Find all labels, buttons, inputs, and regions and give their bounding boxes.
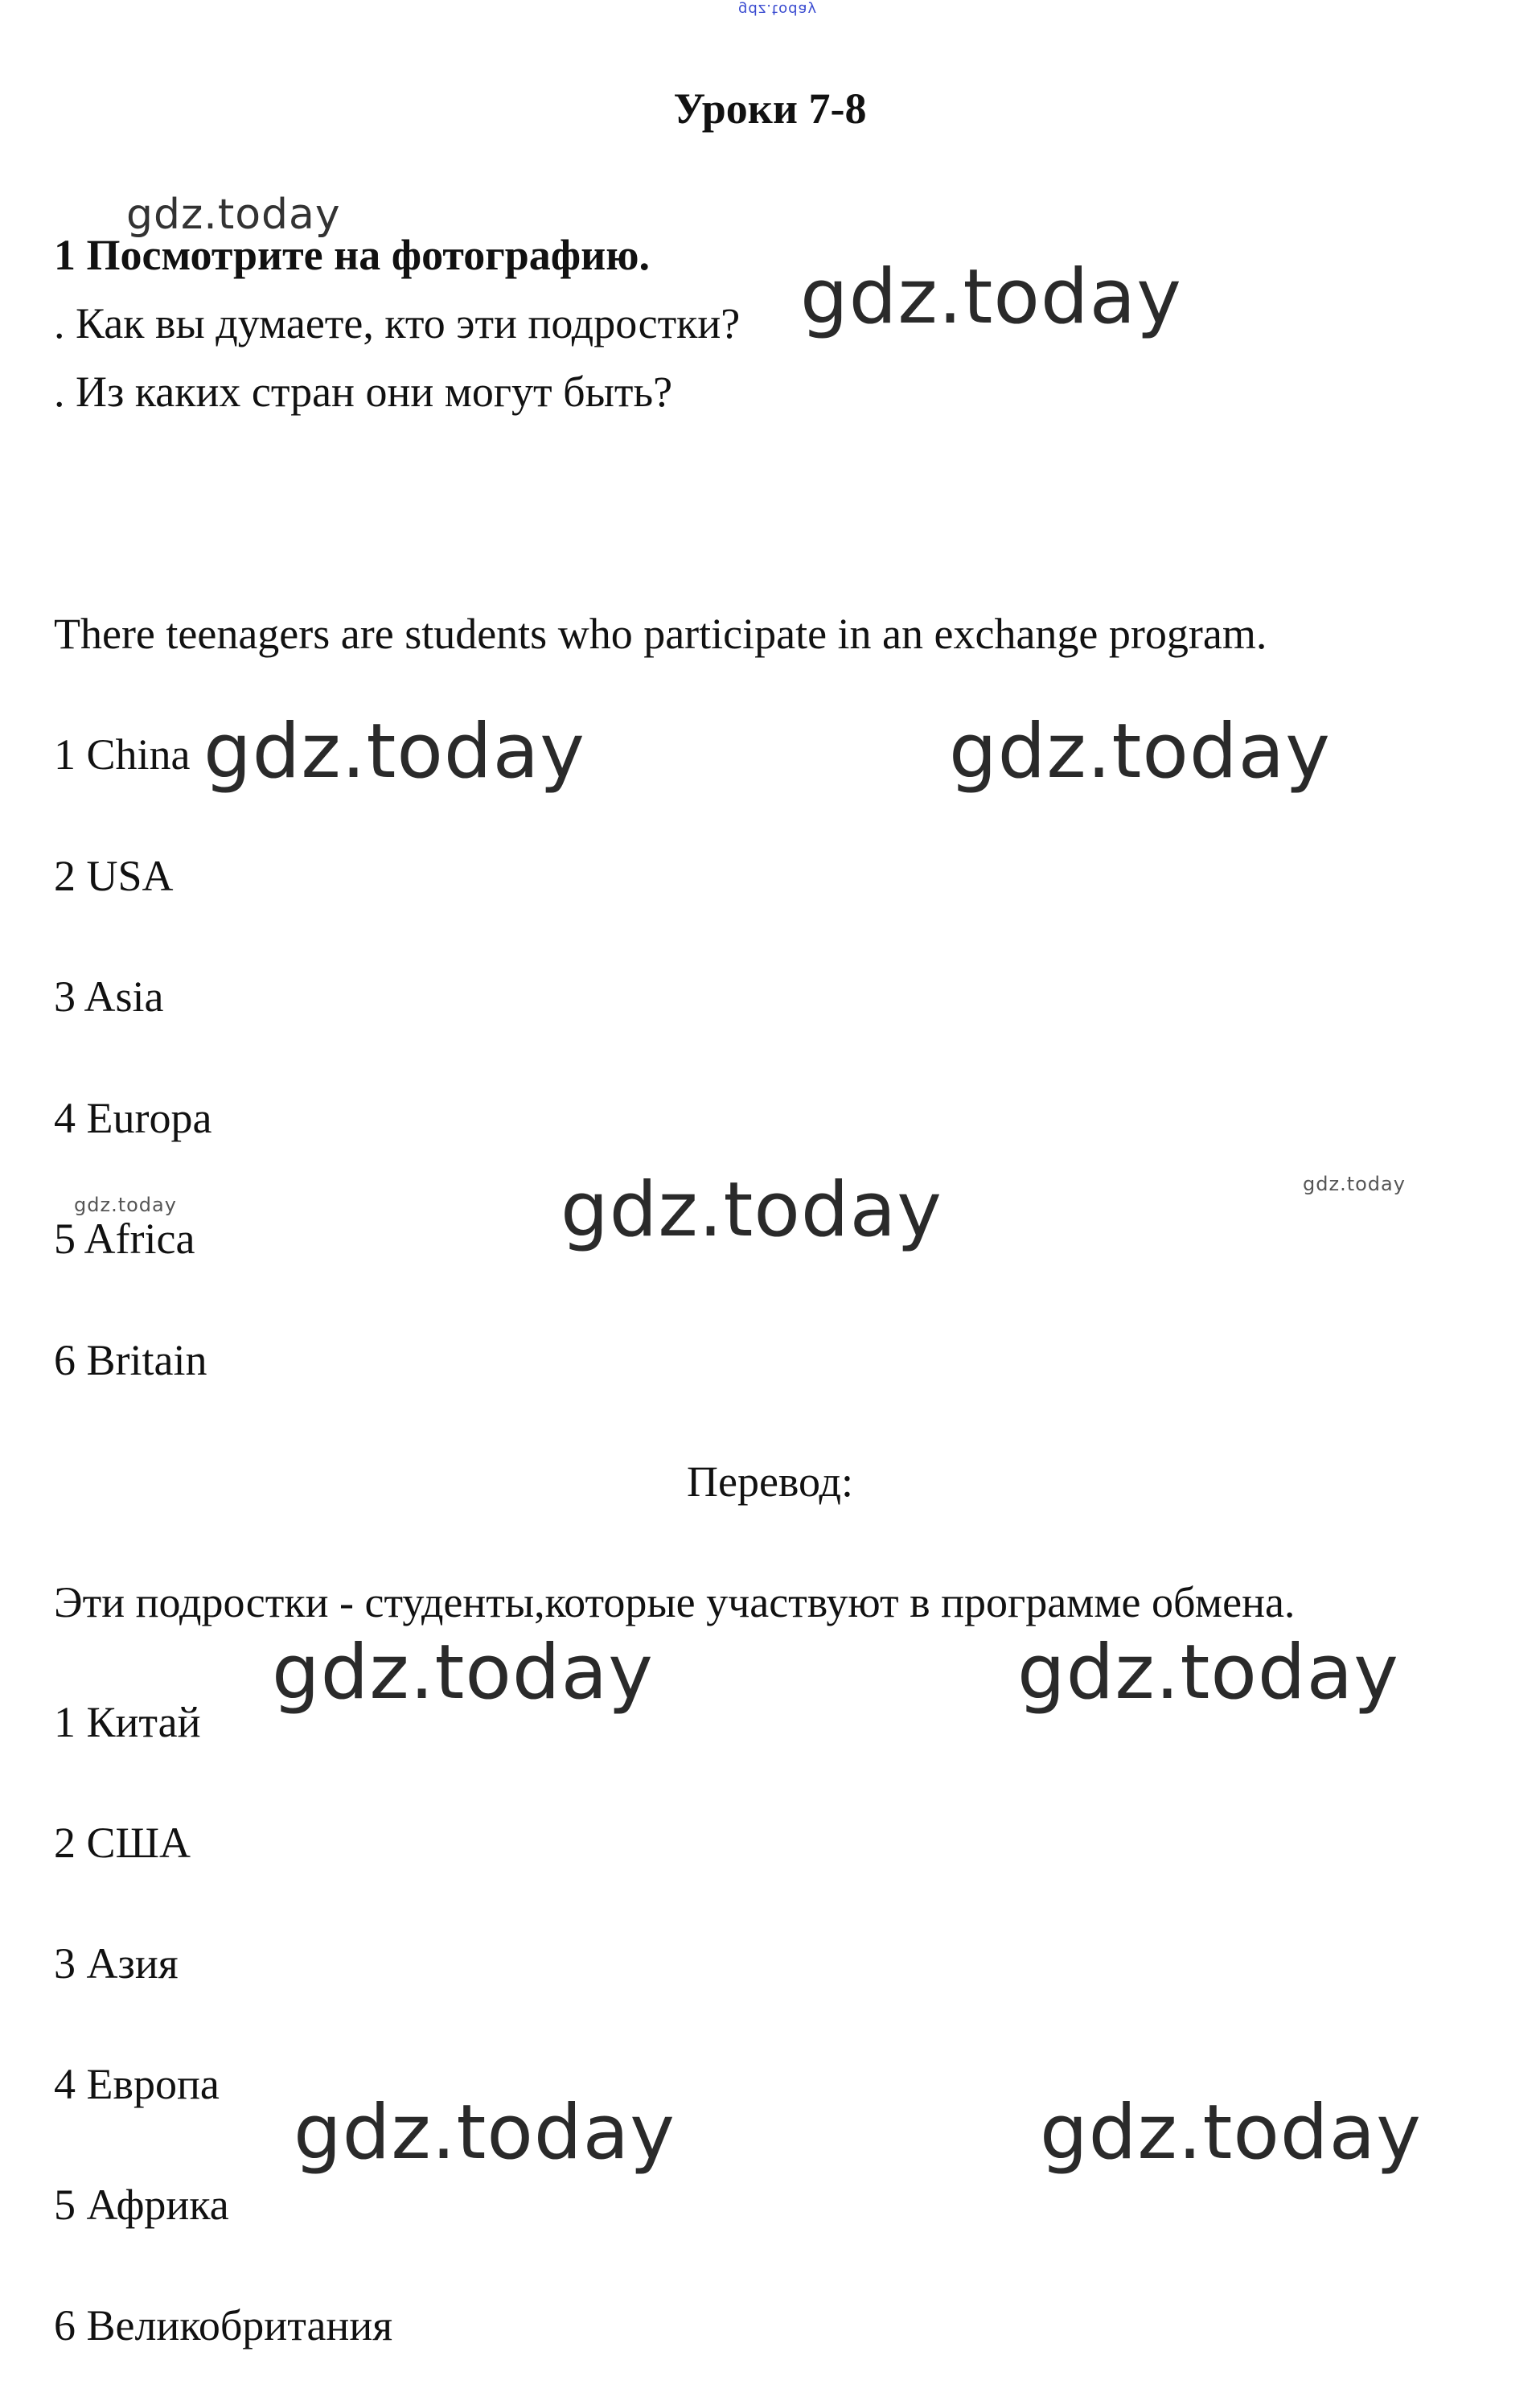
answer-item-2: 2 USA [54, 852, 174, 900]
answer-item-4: 4 Europa [54, 1094, 212, 1142]
answer-item-1: 1 China [54, 730, 191, 779]
watermark: gdz.today [1017, 1629, 1399, 1716]
translation-label: Перевод: [687, 1457, 853, 1506]
answer-item-6: 6 Britain [54, 1336, 207, 1384]
watermark: gdz.today [949, 708, 1331, 796]
exercise-question-2: . Из каких стран они могут быть? [54, 368, 673, 416]
answer-item-3: 3 Asia [54, 972, 164, 1021]
watermark: gdz.today [74, 1194, 177, 1216]
watermark: gdz.today [561, 1166, 942, 1254]
watermark: gdz.today [1303, 1173, 1406, 1195]
watermark: gdz.today [294, 2089, 676, 2177]
translation-item-6: 6 Великобритания [54, 2301, 393, 2350]
watermark: gdz.today [126, 191, 341, 239]
translation-item-3: 3 Азия [54, 1939, 179, 1988]
answer-item-5: 5 Africa [54, 1215, 195, 1263]
translation-item-2: 2 США [54, 1819, 191, 1867]
watermark: gdz.today [800, 253, 1182, 341]
translation-item-5: 5 Африка [54, 2181, 229, 2229]
translation-sentence: Эти подростки - студенты,которые участвуют в программе обмена. [54, 1578, 1296, 1626]
exercise-question-1: . Как вы думаете, кто эти подростки? [54, 299, 741, 347]
page-title: Уроки 7-8 [673, 84, 867, 133]
watermark: gdz.today [1040, 2089, 1422, 2177]
translation-item-1: 1 Китай [54, 1698, 201, 1746]
translation-item-4: 4 Европа [54, 2060, 220, 2108]
watermark: gdz.today [203, 708, 585, 796]
answer-sentence: There teenagers are students who participate in an exchange program. [54, 610, 1267, 658]
watermark: gdz.today [272, 1629, 654, 1716]
watermark-top-tiny: gdz.today [738, 1, 818, 18]
exercise-heading: 1 Посмотрите на фотографию. [54, 231, 651, 279]
